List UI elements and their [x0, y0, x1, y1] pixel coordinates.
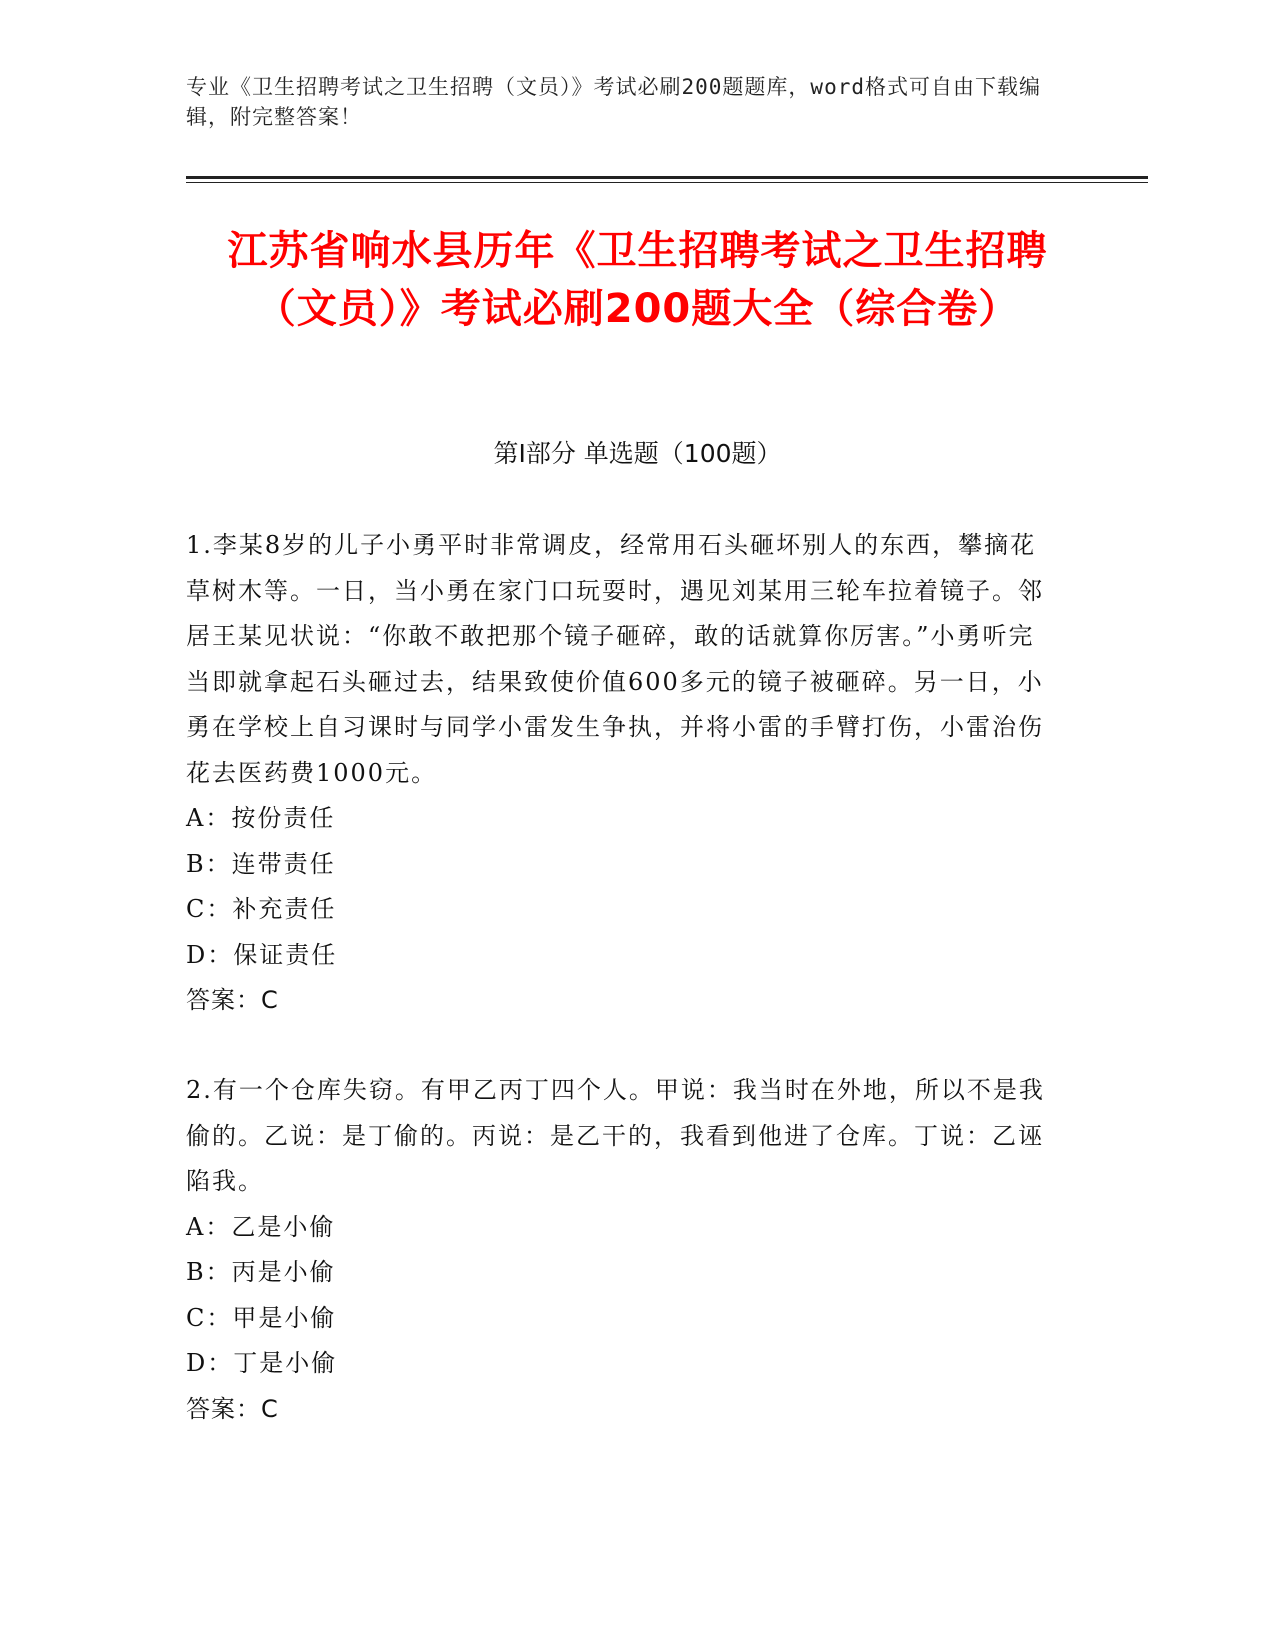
- option-d: D：保证责任: [186, 940, 338, 969]
- question-stem: 1.李某8岁的儿子小勇平时非常调皮，经常用石头砸坏别人的东西，攀摘花草树木等。一日，当小勇在家门口玩耍时，遇见刘某用三轮车拉着镜子。邻居王某见状说：“你敢不敢把那个镜子砸碎，敢的话就算你厉害。”小勇听完当即就拿起石头砸过去，结果致使价值600多元的镜子被砸碎。另一日，小勇在学校上自习课时与同学小雷发生争执，并将小雷的手臂打伤，小雷治伤花去医药费1000元。: [186, 531, 1044, 787]
- option-c: C：补充责任: [186, 895, 337, 923]
- header-rule-thick: [186, 176, 1148, 179]
- answer: 答案：C: [186, 986, 279, 1014]
- option-c: C：甲是小偷: [186, 1303, 337, 1332]
- option-a: A：按份责任: [186, 804, 336, 832]
- section-title: 第Ⅰ部分 单选题（100题）: [493, 439, 782, 468]
- header-rule-thin: [186, 182, 1148, 183]
- question-1: [186, 523, 1056, 1024]
- option-d: D：丁是小偷: [186, 1349, 338, 1377]
- document-title: 江苏省响水县历年《卫生招聘考试之卫生招聘（文员）》考试必刷200题大全（综合卷）: [227, 228, 1048, 332]
- option-b: B：丙是小偷: [186, 1258, 336, 1286]
- answer: 答案：C: [186, 1394, 279, 1423]
- option-b: B：连带责任: [186, 849, 336, 878]
- header-text: 专业《卫生招聘考试之卫生招聘（文员）》考试必刷200题题库，word格式可自由下载编辑，附完整答案！: [186, 75, 1041, 129]
- question-2: [186, 1068, 1056, 1432]
- question-stem: 2.有一个仓库失窃。有甲乙丙丁四个人。甲说：我当时在外地，所以不是我偷的。乙说：是丁偷的。丙说：是乙干的，我看到他进了仓库。丁说：乙诬陷我。: [186, 1076, 1045, 1195]
- option-a: A：乙是小偷: [186, 1212, 336, 1241]
